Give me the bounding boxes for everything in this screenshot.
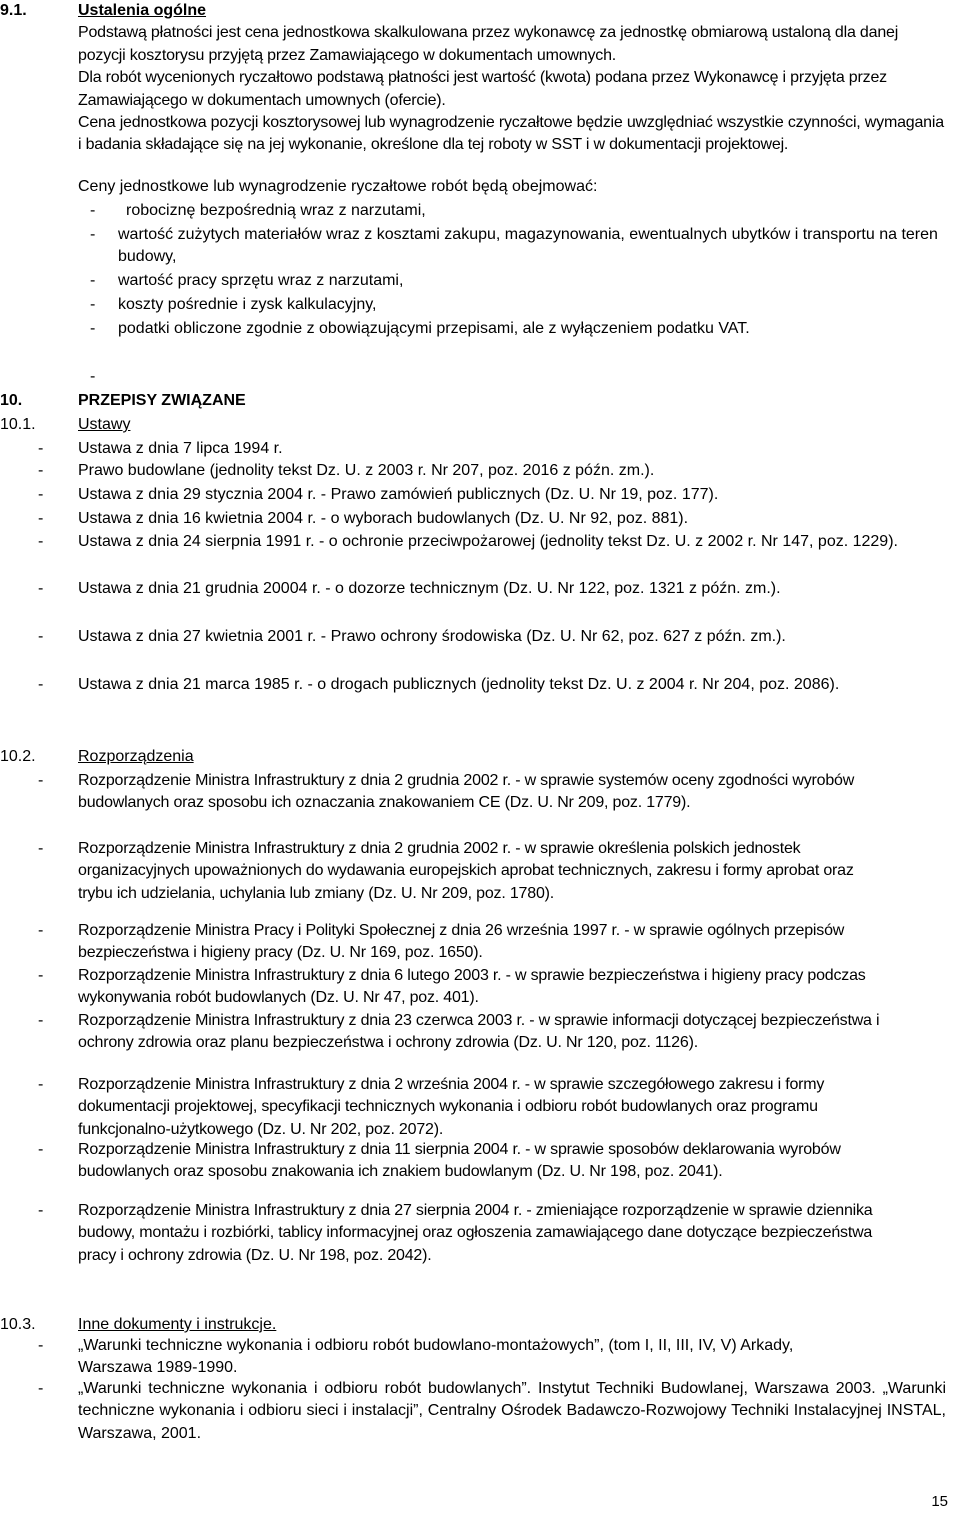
list-item: [90, 318, 930, 340]
list-dash: -: [90, 320, 96, 337]
list-item: [38, 965, 890, 1010]
list-item: [38, 1010, 880, 1055]
section-number: 10.3.: [0, 1316, 36, 1333]
list-item-text: podatki obliczone zgodnie z obowiązującymi przepisami, ale z wyłączeniem podatku VAT.: [118, 320, 750, 337]
list-item-text: Ustawa z dnia 21 marca 1985 r. - o drogach publicznych (jednolity tekst Dz. U. z 2004 r. Nr 204, poz. 2086).: [78, 676, 840, 693]
list-item-text: Rozporządzenie Ministra Infrastruktury z dnia 2 grudnia 2002 r. - w sprawie systemów oceny zgodności wyrobów budowlanych oraz sposobu ich oznaczania znakowaniem CE (Dz. U. Nr 209, poz. 1779).: [78, 772, 855, 812]
list-item: [38, 838, 890, 905]
list-item: [38, 460, 948, 482]
list-item-text: Ustawa z dnia 16 kwietnia 2004 r. - o wyborach budowlanych (Dz. U. Nr 92, poz. 881).: [78, 510, 689, 527]
list-item: [38, 920, 880, 965]
list-item-text: Rozporządzenie Ministra Pracy i Polityki Społecznej z dnia 26 września 1997 r. - w sprawie ogólnych przepisów bezpieczeństwa i higieny pracy (Dz. U. Nr 169, poz. 1650).: [78, 922, 845, 962]
list-item-text: Ustawa z dnia 7 lipca 1994 r.: [78, 440, 283, 457]
list-dash: -: [38, 922, 44, 939]
list-dash: -: [38, 1202, 44, 1219]
list-item: [38, 578, 948, 600]
list-dash: -: [38, 1337, 44, 1354]
section-number: 10.: [0, 392, 23, 409]
paragraph: Ceny jednostkowe lub wynagrodzenie ryczałtowe robót będą obejmować:: [78, 178, 598, 195]
list-dash: -: [90, 202, 96, 219]
list-item-text: Ustawa z dnia 24 sierpnia 1991 r. - o ochronie przeciwpożarowej (jednolity tekst Dz. U. z 2002 r. Nr 147, poz. 1229).: [78, 533, 898, 550]
list-item: [38, 438, 948, 460]
list-item: [90, 270, 948, 292]
list-dash: -: [38, 1012, 44, 1029]
section-9-1: [78, 0, 948, 157]
list-item-text: wartość pracy sprzętu wraz z narzutami,: [118, 272, 404, 289]
list-item: [90, 224, 948, 269]
list-item-text: Ustawa z dnia 21 grudnia 20004 r. - o dozorze technicznym (Dz. U. Nr 122, poz. 1321 z późn. zm.).: [78, 580, 781, 597]
list-item: [38, 674, 948, 696]
list-item-text: Prawo budowlane (jednolity tekst Dz. U. z 2003 r. Nr 207, poz. 2016 z późn. zm.).: [78, 462, 655, 479]
list-item-text: Rozporządzenie Ministra Infrastruktury z dnia 11 sierpnia 2004 r. - w sprawie sposobów deklarowania wyrobów budowlanych oraz sposobu znakowania ich znakiem budowlanym (Dz. U. Nr 198, poz. 2041).: [78, 1141, 841, 1181]
list-item-text: wartość zużytych materiałów wraz z kosztami zakupu, magazynowania, ewentualnych ubytków i transportu na teren budowy,: [118, 226, 938, 266]
list-item: [38, 1074, 890, 1141]
list-item: [38, 626, 910, 648]
list-dash: -: [90, 296, 96, 313]
list-item: [38, 1335, 860, 1380]
list-item-text: Ustawa z dnia 29 stycznia 2004 r. - Prawo zamówień publicznych (Dz. U. Nr 19, poz. 177).: [78, 486, 719, 503]
section-title: Ustawy: [78, 416, 131, 433]
list-item: [90, 294, 948, 316]
page-number: 15: [931, 1493, 948, 1510]
section-number: 10.1.: [0, 416, 36, 433]
list-dash: -: [38, 1076, 44, 1093]
paragraph: Dla robót wycenionych ryczałtowo podstawą płatności jest wartość (kwota) podana przez Wykonawcę i przyjęta przez Zamawiającego w dokumentach umownych (ofercie).: [78, 69, 887, 109]
list-dash: -: [38, 840, 44, 857]
list-item: [38, 770, 880, 815]
list-dash: -: [38, 510, 44, 527]
section-title: Rozporządzenia: [78, 748, 194, 765]
list-item-text: Rozporządzenie Ministra Infrastruktury z dnia 2 września 2004 r. - w sprawie szczegółowego zakresu i formy dokumentacji projektowej, specyfikacji technicznych wykonania i odbioru robót budowlanych oraz programu funkcjonalno-użytkowego (Dz. U. Nr 202, poz. 2072).: [78, 1076, 825, 1138]
list-dash: -: [38, 1141, 44, 1158]
list-dash: -: [38, 440, 44, 457]
list-dash: -: [38, 1380, 44, 1397]
list-item: [38, 484, 948, 506]
paragraph: Cena jednostkowa pozycji kosztorysowej lub wynagrodzenie ryczałtowe będzie uwzględniać wszystkie czynności, wymagania i badania składające się na jej wykonanie, określone dla tej roboty w SST i w dokumentacji projektowej.: [78, 114, 944, 154]
list-item: [38, 508, 948, 530]
list-item-text: „Warunki techniczne wykonania i odbioru robót budowlanych”. Instytut Techniki Budowlanej, Warszawa 2003. „Warunki techniczne wykonania i odbioru sieci i instalacji”, Centralny Ośrodek Badawczo-Rozwojowy Techniki Instalacyjnej INSTAL, Warszawa, 2001.: [78, 1380, 946, 1442]
list-dash: -: [90, 272, 96, 289]
section-title: Ustalenia ogólne: [78, 2, 207, 19]
section-title: Inne dokumenty i instrukcje.: [78, 1316, 277, 1333]
list-item: [38, 531, 948, 553]
list-item: [38, 1200, 890, 1267]
section-number: 9.1.: [0, 2, 27, 19]
list-item: [38, 1378, 946, 1445]
list-item: [38, 1139, 900, 1184]
list-item: [90, 200, 948, 222]
list-item-text: robociznę bezpośrednią wraz z narzutami,: [126, 202, 426, 219]
list-dash: -: [38, 462, 44, 479]
list-item-text: „Warunki techniczne wykonania i odbioru robót budowlano-montażowych”, (tom I, II, III, IV, V) Arkady, Warszawa 1989-1990.: [78, 1337, 794, 1377]
section-number: 10.2.: [0, 748, 36, 765]
list-dash: -: [38, 676, 44, 693]
list-dash: -: [90, 226, 96, 243]
list-item-text: Rozporządzenie Ministra Infrastruktury z dnia 2 grudnia 2002 r. - w sprawie określenia polskich jednostek organizacyjnych upoważnionych do wydawania europejskich aprobat technicznych, zakresu i formy aprobat oraz trybu ich udzielania, uchylania lub zmiany (Dz. U. Nr 209, poz. 1780).: [78, 840, 854, 902]
list-item-text: koszty pośrednie i zysk kalkulacyjny,: [118, 296, 377, 313]
list-item-text: Rozporządzenie Ministra Infrastruktury z dnia 27 sierpnia 2004 r. - zmieniające rozporządzenie w sprawie dziennika budowy, montażu i rozbiórki, tablicy informacyjnej oraz ogłoszenia zamawiającego dane dotyczące bezpieczeństwa pracy i ochrony zdrowia (Dz. U. Nr 198, poz. 2042).: [78, 1202, 873, 1264]
list-dash: -: [38, 967, 44, 984]
section-title: PRZEPISY ZWIĄZANE: [78, 392, 246, 409]
list-dash: -: [38, 486, 44, 503]
list-dash: -: [90, 368, 96, 385]
section-9-1-list: [78, 176, 948, 198]
list-dash: -: [38, 628, 44, 645]
list-item-text: Rozporządzenie Ministra Infrastruktury z dnia 6 lutego 2003 r. - w sprawie bezpieczeństwa i higieny pracy podczas wykonywania robót budowlanych (Dz. U. Nr 47, poz. 401).: [78, 967, 866, 1007]
list-dash: -: [38, 772, 44, 789]
list-item-text: Ustawa z dnia 27 kwietnia 2001 r. - Prawo ochrony środowiska (Dz. U. Nr 62, poz. 627 z późn. zm.).: [78, 628, 786, 645]
list-dash: -: [38, 580, 44, 597]
paragraph: Podstawą płatności jest cena jednostkowa skalkulowana przez wykonawcę za jednostkę obmiarową ustaloną dla danej pozycji kosztorysu przyjętą przez Zamawiającego w dokumentach umownych.: [78, 24, 899, 64]
list-item-text: Rozporządzenie Ministra Infrastruktury z dnia 23 czerwca 2003 r. - w sprawie informacji dotyczącej bezpieczeństwa i ochrony zdrowia oraz planu bezpieczeństwa i ochrony zdrowia (Dz. U. Nr 120, poz. 1126).: [78, 1012, 880, 1052]
list-dash: -: [38, 533, 44, 550]
